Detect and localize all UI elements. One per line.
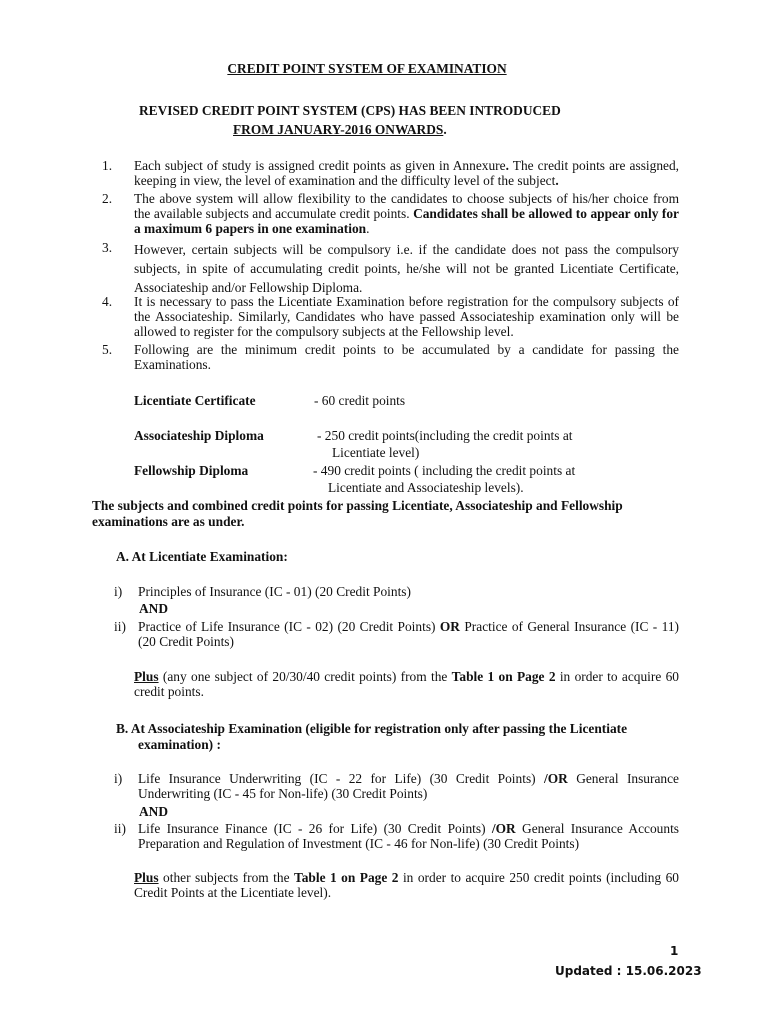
section-a-table-ref: Table 1 on Page 2 (451, 669, 556, 684)
section-b-plus-text (134, 870, 679, 900)
section-b-plus: Plus (134, 870, 159, 885)
credit-value-fellowship: - 490 credit points ( including the credit points at (313, 463, 576, 478)
section-a-ii-text (138, 619, 679, 649)
credit-value-associateship: - 250 credit points(including the credit points at (317, 428, 573, 443)
subtitle-line-2 (233, 122, 447, 138)
item-1-text (134, 158, 679, 188)
section-a-ii-part-b: Practice of General Insurance (IC - 11)(20 Credit Points) (138, 619, 679, 650)
document-title: CREDIT POINT SYSTEM OF EXAMINATION (227, 61, 507, 76)
section-a-heading: A. At Licentiate Examination: (116, 549, 288, 564)
section-a-i-number: i) (114, 584, 123, 599)
section-b-table-ref: Table 1 on Page 2 (294, 870, 399, 885)
subtitle-line-1: REVISED CREDIT POINT SYSTEM (CPS) HAS BEEN INTRODUCED (139, 103, 561, 118)
section-a-i-text: Principles of Insurance (IC - 01) (20 Credit Points) (138, 584, 411, 599)
item-2-part-b: Candidates shall be allowed to appear only for a maximum 6 papers in one examination (134, 206, 679, 237)
item-1-part-b: . (505, 158, 509, 173)
subtitle-date: FROM JANUARY-2016 ONWARDS (233, 122, 444, 137)
item-5-number: 5. (102, 342, 113, 357)
credit-label-associateship: Associateship Diploma (134, 428, 264, 443)
section-b-i-number: i) (114, 771, 123, 786)
section-b-ii-or: /OR (491, 821, 516, 836)
item-3-text: However, certain subjects will be compulsory i.e. if the candidate does not pass the compulsory subjects, in spite of accumulating credit points, he/she will not be granted Licentiate Certificate, Associateship and/or Fellowship Diploma. (134, 242, 679, 295)
combined-credits-note: The subjects and combined credit points for passing Licentiate, Associateship and Fellowship examinations are as under. (92, 498, 623, 529)
item-4-text: It is necessary to pass the Licentiate Examination before registration for the compulsory subjects of the Associateship. Similarly, Candidates who have passed Associateship examination only will be allowed to register for the compulsory subjects at the Fellowship level. (134, 294, 679, 339)
credit-value-licentiate: - 60 credit points (314, 393, 406, 408)
section-a-plus-text (134, 669, 679, 699)
item-2-part-a: The above system will allow flexibility to the candidates to choose subjects of his/her choice from the available subjects and accumulate credit points. (134, 191, 679, 222)
item-2-text (134, 191, 679, 237)
section-b-i-or: /OR (544, 771, 568, 786)
section-b-ii-part-a: Life Insurance Finance (IC - 26 for Life) (30 Credit Points) (138, 821, 492, 836)
item-3-number: 3. (102, 240, 113, 255)
section-a-ii-or: OR (439, 619, 460, 634)
section-b-i-text (138, 771, 679, 801)
section-b-and: AND (139, 804, 169, 819)
item-1-part-c: The credit points are assigned, keeping in view, the level of examination and the difficulty level of the subject (134, 158, 680, 189)
item-4-number: 4. (102, 294, 113, 309)
section-a-plus-part-b: in order to acquire 60 credit points. (134, 669, 679, 700)
section-a-plus-part-a: (any one subject of 20/30/40 credit points) from the (158, 669, 452, 684)
credit-label-fellowship: Fellowship Diploma (134, 463, 249, 478)
updated-date: Updated : 15.06.2023 (555, 964, 702, 978)
section-b-i-part-b: General Insurance Underwriting (IC - 45 for Non-life) (30 Credit Points) (138, 771, 679, 802)
section-b-heading: B. At Associateship Examination (eligible for registration only after passing the Licentiate examination) : (116, 721, 628, 752)
credit-label-licentiate: Licentiate Certificate (134, 393, 256, 408)
item-5-text: Following are the minimum credit points to be accumulated by a candidate for passing the Examinations. (134, 342, 679, 373)
credit-value-associateship-cont: Licentiate level) (332, 445, 420, 460)
section-a-plus: Plus (134, 669, 159, 684)
section-a-ii-number: ii) (114, 619, 126, 634)
item-1-part-a: Each subject of study is assigned credit points as given in Annexure (134, 158, 506, 173)
credit-value-fellowship-cont: Licentiate and Associateship levels). (328, 480, 524, 495)
section-a-ii-part-a: Practice of Life Insurance (IC - 02) (20 Credit Points) (138, 619, 440, 634)
page-number: 1 (670, 944, 679, 958)
section-a-and: AND (139, 601, 169, 616)
subtitle-period: . (443, 122, 447, 137)
section-b-ii-text (138, 821, 679, 851)
section-b-plus-part-a: other subjects from the (158, 870, 294, 885)
section-b-ii-number: ii) (114, 821, 126, 836)
item-2-part-c: . (366, 221, 370, 237)
section-b-i-part-a: Life Insurance Underwriting (IC - 22 for Life) (30 Credit Points) (138, 771, 544, 786)
section-b-ii-part-b: General Insurance Accounts Preparation and Regulation of Investment (IC - 46 for Non-life) (30 Credit Points) (138, 821, 679, 852)
item-2-number: 2. (102, 191, 113, 206)
item-1-number: 1. (102, 158, 113, 173)
section-b-plus-part-b: in order to acquire 250 credit points (including 60 Credit Points at the Licentiate level). (134, 870, 679, 901)
item-1-part-d: . (555, 173, 559, 189)
